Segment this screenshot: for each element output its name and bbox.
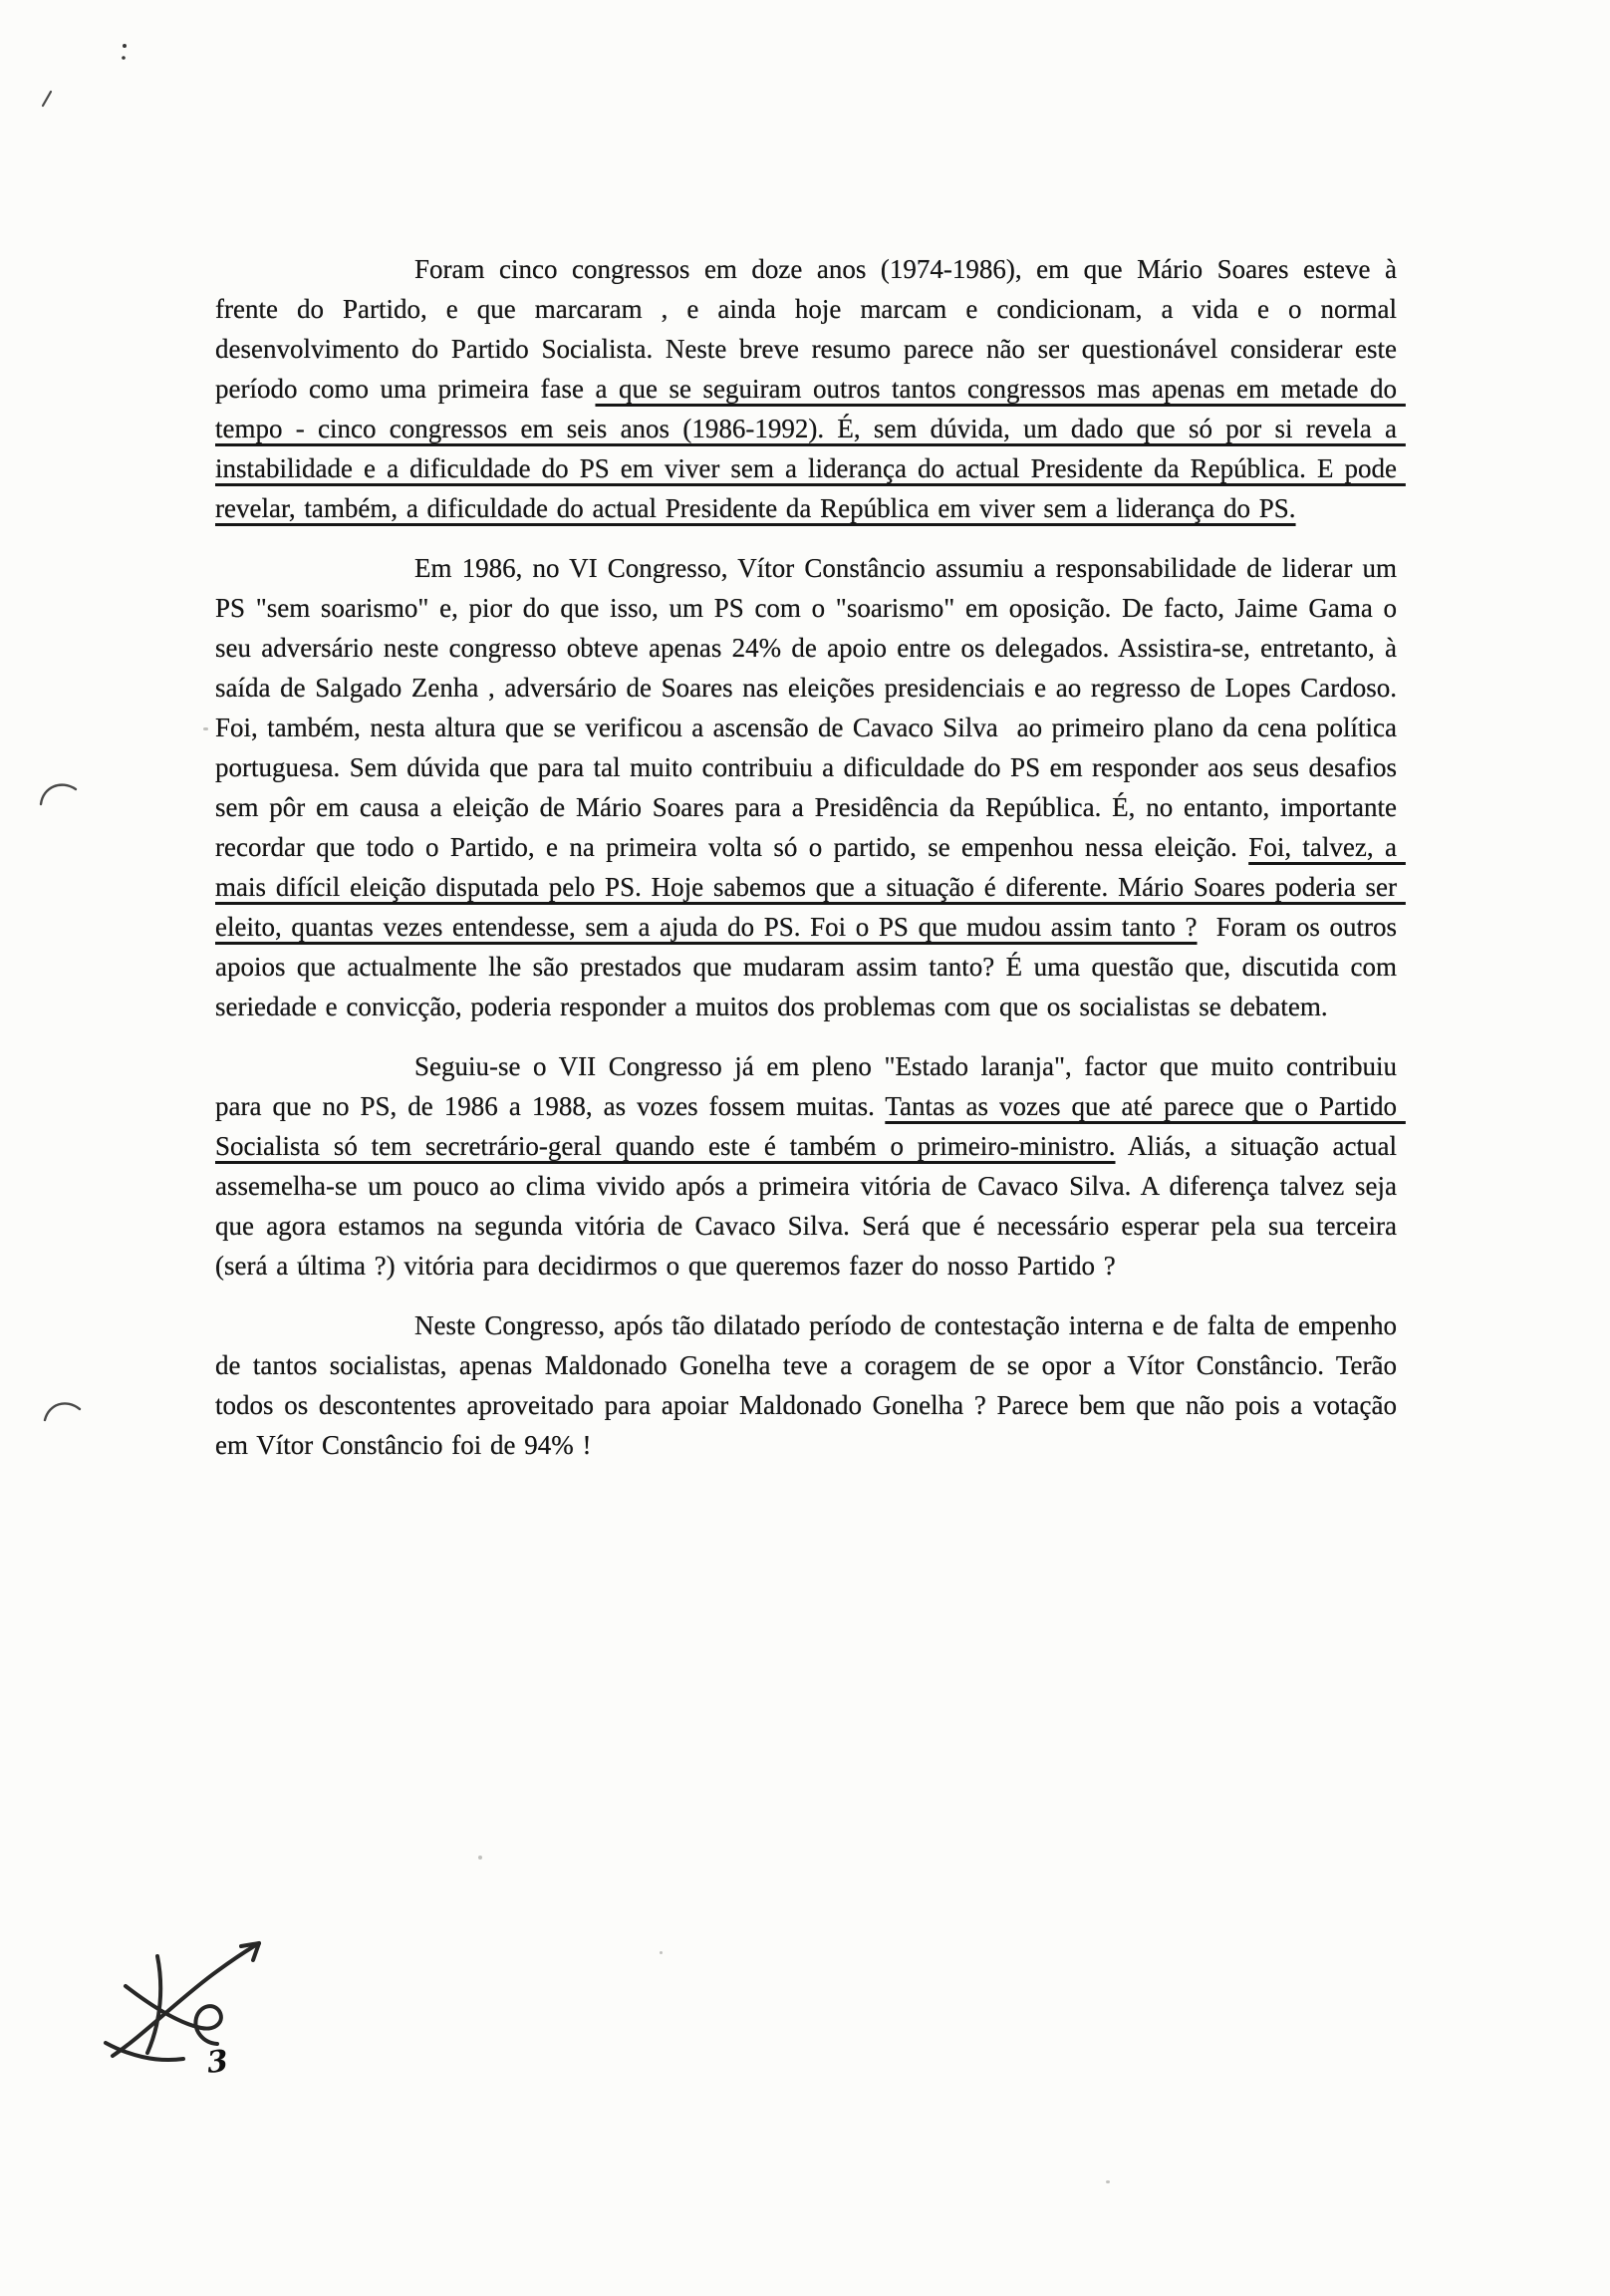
pen-colon-mark xyxy=(120,42,130,66)
margin-arc-mark xyxy=(42,1395,84,1427)
paragraph xyxy=(215,1305,1406,1465)
scan-speck xyxy=(1106,2180,1110,2183)
pen-slash-mark xyxy=(40,90,56,110)
margin-arc-mark xyxy=(38,777,80,809)
text-passage: Aliás, a situação actual assemelha-se um pouco ao clima vivido após a primeira vitória de Cavaco Silva. A diferença talvez seja que agora estamos na segunda vitória de Cavaco Silva. Será que é necessário esperar pela sua terceira (será a última ?) vitória para decidirmos o que queremos fazer do nosso Partido ? xyxy=(215,1131,1406,1281)
paragraph xyxy=(215,548,1406,1026)
text-passage: Foram cinco congressos em doze anos (1974-1986), em que Mário Soares esteve à frente do Partido, e que marcaram , e ainda hoje marcam e condicionam, a vida e o normal desenvolvimento do Partido Socialista. Neste breve resumo parece não ser questionável considerar este período como uma primeira fase xyxy=(215,254,1406,404)
text-passage: Seguiu-se o VII Congresso já em pleno "Estado laranja", factor que muito contribuiu para que no PS, de 1986 a 1988, as vozes fossem muitas. xyxy=(215,1051,1406,1121)
scan-speck xyxy=(203,727,208,730)
paragraphs xyxy=(215,249,1406,1485)
paragraph xyxy=(215,249,1406,528)
underlined-passage: Tantas as vozes que até parece que o Partido Socialista só tem secretrário-geral quando este é também o primeiro-ministro. xyxy=(215,1091,1406,1161)
page-number: 3 xyxy=(205,2044,230,2081)
handwritten-signature xyxy=(98,1931,282,2081)
scan-speck xyxy=(660,1951,663,1954)
text-passage: Foram os outros apoios que actualmente lhe são prestados que mudaram assim tanto? É uma questão que, discutida com seriedade e convicção, poderia responder a muitos dos problemas com que os socialistas se debatem. xyxy=(215,912,1406,1021)
scan-speck xyxy=(478,1856,482,1860)
text-passage: Em 1986, no VI Congresso, Vítor Constâncio assumiu a responsabilidade de liderar um PS "sem soarismo" e, pior do que isso, um PS com o "soarismo" em oposição. De facto, Jaime Gama o seu adversário neste congresso obteve apenas 24% de apoio entre os delegados. Assistira-se, entretanto, à saída de Salgado Zenha , adversário de Soares nas eleições presidenciais e ao regresso de Lopes Cardoso. Foi, também, nesta altura que se verificou a ascensão de Cavaco Silva ao primeiro plano da cena política portuguesa. Sem dúvida que para tal muito contribuiu a dificuldade do PS em responder aos seus desafios sem pôr em causa a eleição de Mário Soares para a Presidência da República. É, no entanto, importante recordar que todo o Partido, e na primeira volta só o partido, se empenhou nessa eleição. xyxy=(215,553,1406,862)
underlined-passage: a que se seguiram outros tantos congressos mas apenas em metade do tempo - cinco congressos em seis anos (1986-1992). É, sem dúvida, um dado que só por si revela a instabilidade e a dificuldade do PS em viver sem a liderança do actual Presidente da República. E pode revelar, também, a dificuldade do actual Presidente da República em viver sem a liderança do PS. xyxy=(215,374,1406,523)
underlined-passage: Foi, talvez, a mais difícil eleição disputada pelo PS. Hoje sabemos que a situação é diferente. Mário Soares poderia ser eleito, quantas vezes entendesse, sem a ajuda do PS. Foi o PS que mudou assim tanto ? xyxy=(215,832,1406,942)
paragraph xyxy=(215,1046,1406,1286)
text-passage: Neste Congresso, após tão dilatado período de contestação interna e de falta de empenho de tantos socialistas, apenas Maldonado Gonelha teve a coragem de se opor a Vítor Constâncio. Terão todos os descontentes aproveitado para apoiar Maldonado Gonelha ? Parece bem que não pois a votação em Vítor Constâncio foi de 94% ! xyxy=(215,1310,1406,1460)
